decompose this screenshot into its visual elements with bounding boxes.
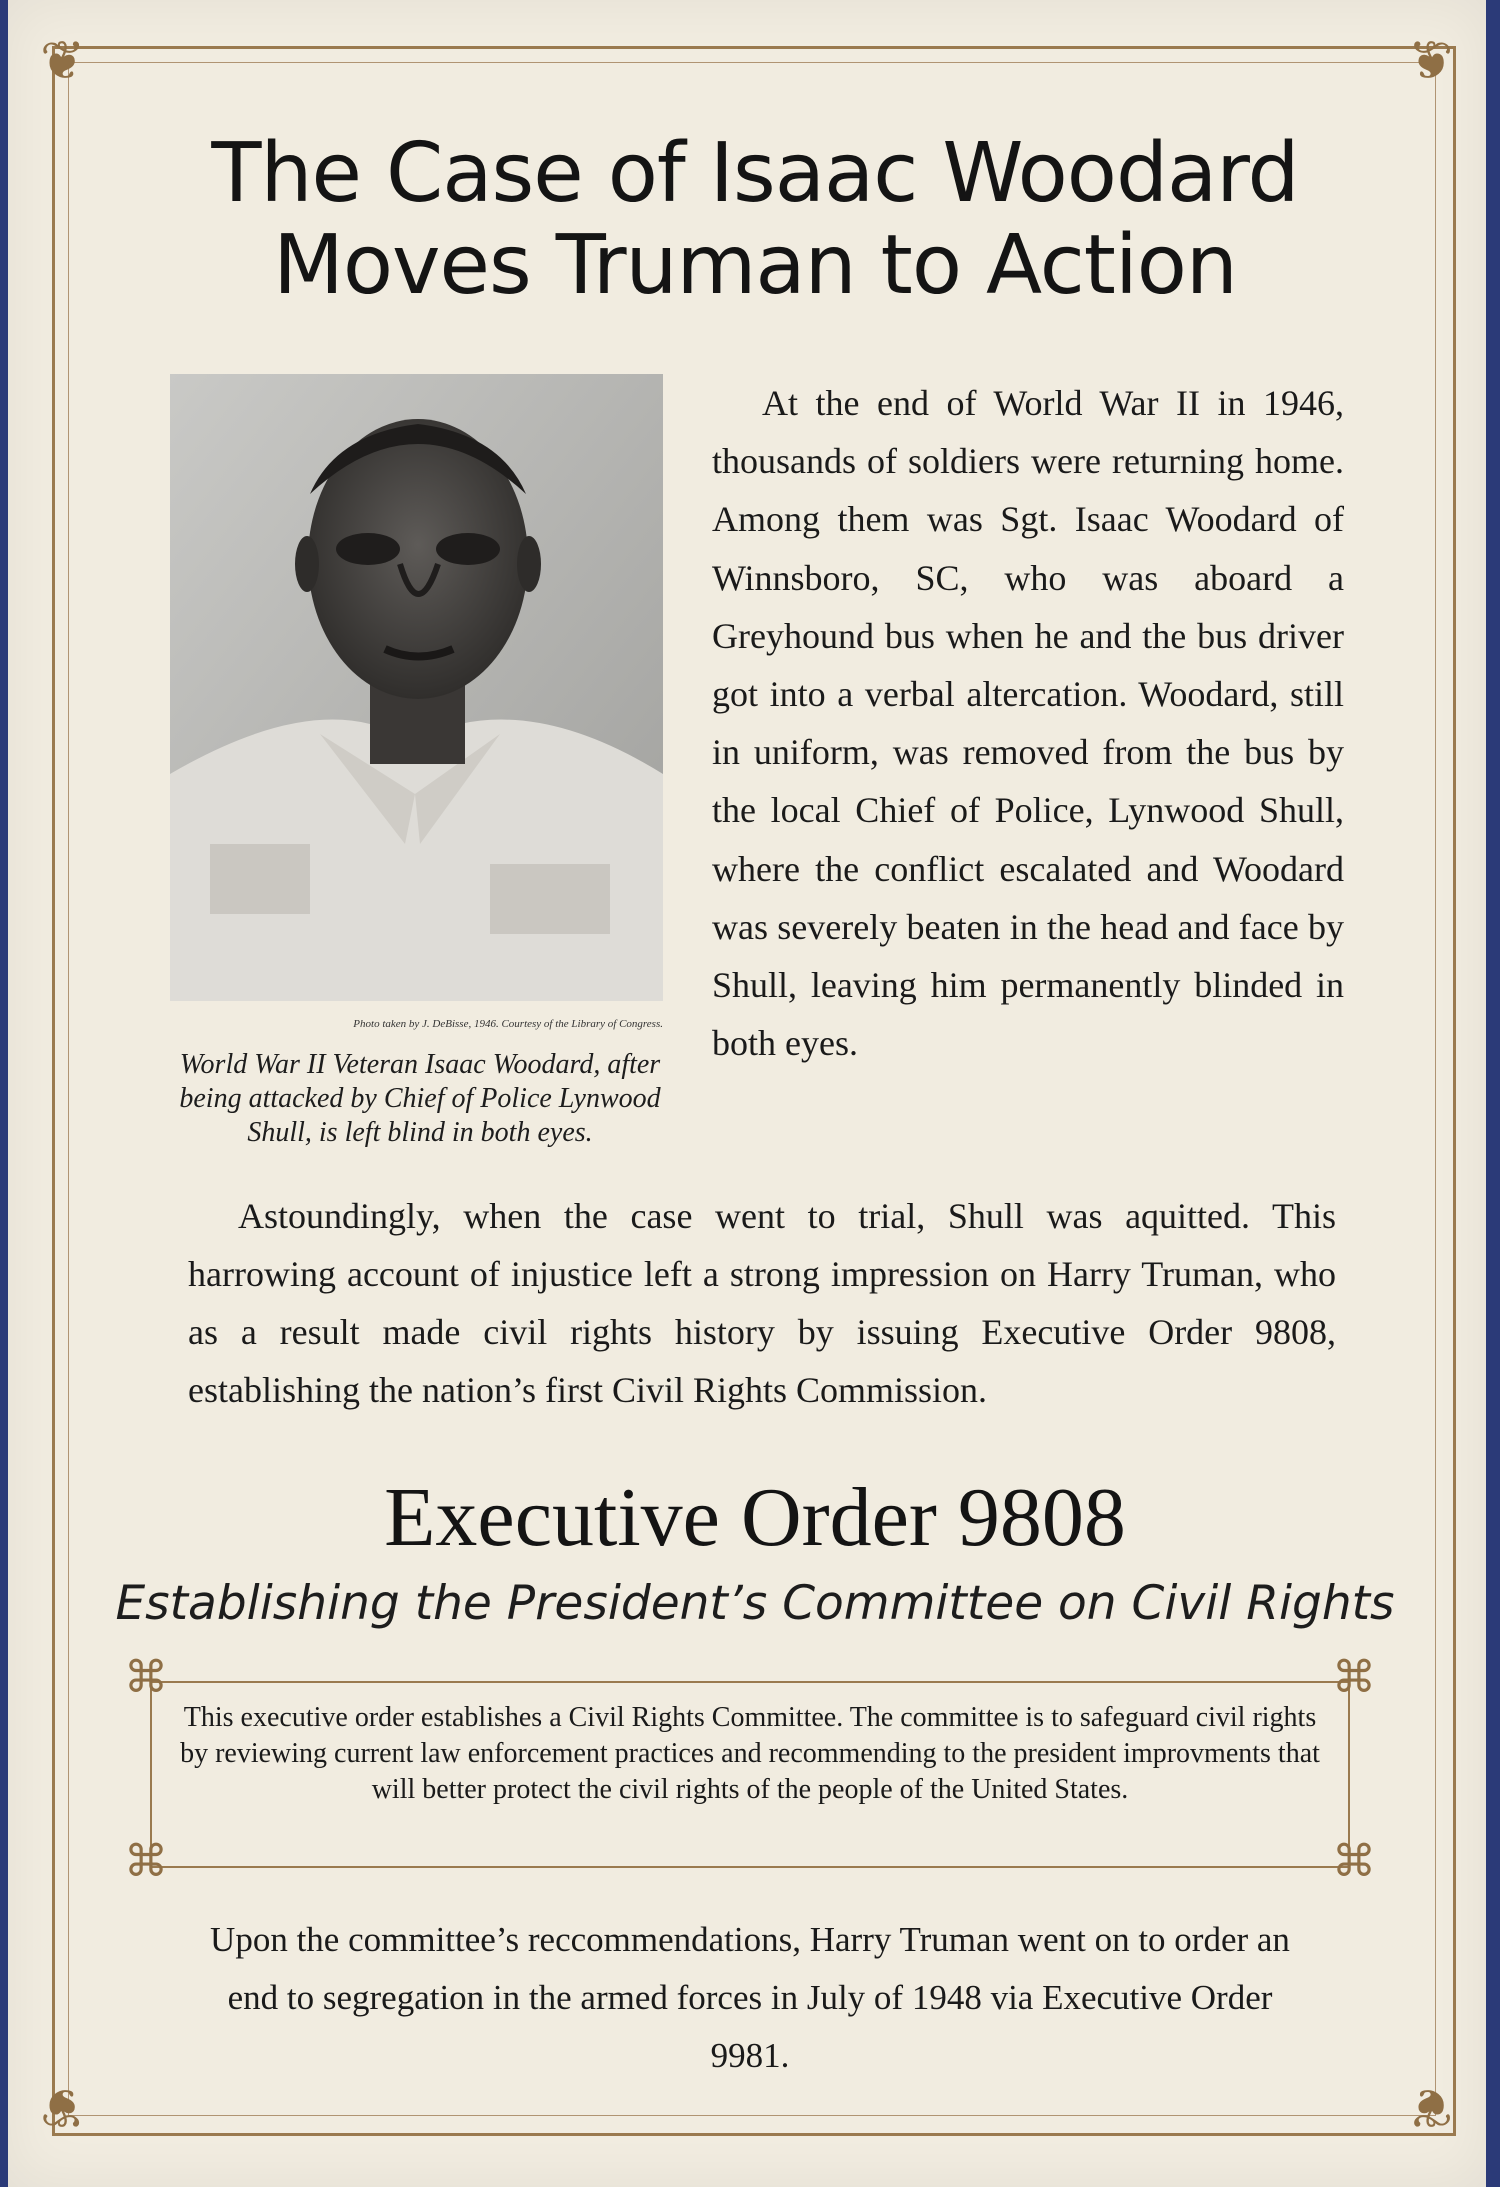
box-bottom-left-ornament-icon: ⌘ — [124, 1836, 168, 1887]
top-right-flourish-icon: ❦ — [1408, 29, 1454, 92]
top-left-flourish-icon: ❦ — [40, 29, 86, 92]
portrait-photo — [170, 374, 663, 1001]
executive-order-description: This executive order establishes a Civil Rights Committee. The committee is to safeguard civil rights by reviewing current law enforcement practices and recommending to the president improvments that will better protect the civil rights of the people of the United States. — [180, 1702, 1320, 1805]
executive-order-subtitle: Establishing the President’s Committee on Civil Rights — [115, 1576, 1395, 1631]
box-top-left-ornament-icon: ⌘ — [124, 1652, 168, 1703]
page-title: The Case of Isaac Woodard Moves Truman to Action — [211, 126, 1299, 313]
box-top-right-ornament-icon: ⌘ — [1332, 1652, 1376, 1703]
executive-order-heading: Executive Order 9808 — [384, 1471, 1126, 1564]
body-paragraph-1: At the end of World War II in 1946, thousands of soldiers were returning home. Among them was Sgt. Isaac Woodard of Winnsboro, SC, who was aboard a Greyhound bus when he and the bus driver got into a verbal altercation. Woodard, still in uniform, was removed from the bus by the local Chief of Police, Lynwood Shull, where the conflict escalated and Woodard was severely beaten in the head and face by Shull, leaving him permanently blinded in both eyes. — [712, 383, 1344, 1064]
box-bottom-right-ornament-icon: ⌘ — [1332, 1836, 1376, 1887]
photo-credit: Photo taken by J. DeBisse, 1946. Courtesy of the Library of Congress. — [353, 1018, 663, 1030]
bottom-left-flourish-icon: ❦ — [40, 2076, 86, 2139]
body-paragraph-2: Astoundingly, when the case went to trial, Shull was aquitted. This harrowing account of injustice left a strong impression on Harry Truman, who as a result made civil rights history by issuing Executive Order 9808, establishing the nation’s first Civil Rights Commission. — [188, 1196, 1336, 1410]
closing-paragraph: Upon the committee’s reccommendations, Harry Truman went on to order an end to segregation in the armed forces in July of 1948 via Executive Order 9981. — [210, 1920, 1290, 2075]
bottom-right-flourish-icon: ❦ — [1408, 2076, 1454, 2139]
box-top-rule — [150, 1681, 1350, 1683]
photo-caption: World War II Veteran Isaac Woodard, after being attacked by Chief of Police Lynwood Shull, is left blind in both eyes. — [179, 1049, 661, 1148]
box-bottom-rule — [150, 1866, 1350, 1868]
